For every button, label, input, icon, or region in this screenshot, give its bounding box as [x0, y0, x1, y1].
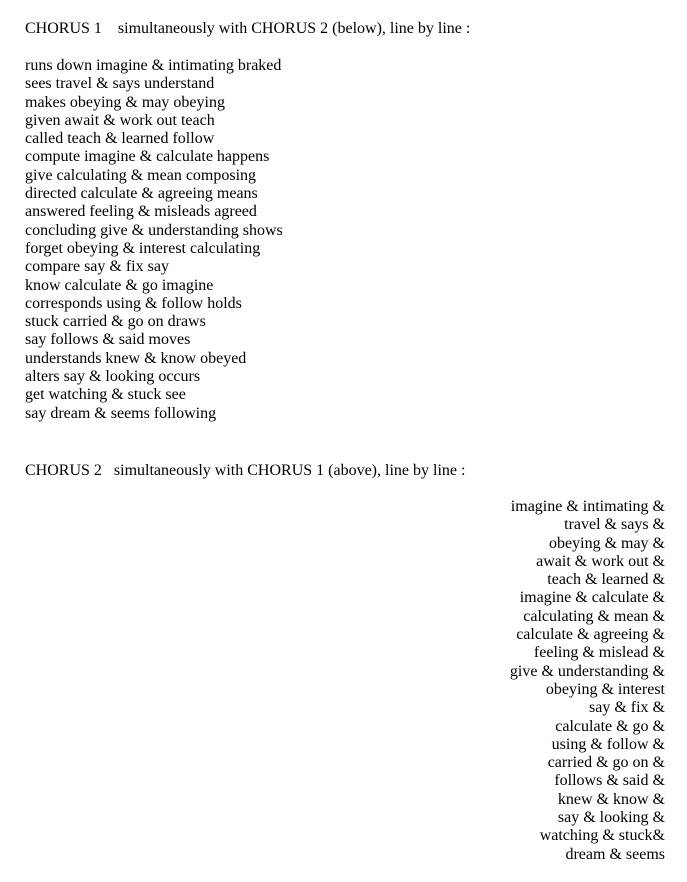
chorus1-line: compare say & fix say [25, 258, 169, 276]
chorus2-line: obeying & interest [545, 680, 665, 698]
chorus2-line: carried & go on & [547, 754, 665, 772]
chorus1-line: concluding give & understanding shows [25, 221, 283, 239]
chorus2-line: knew & know & [557, 790, 665, 808]
chorus2-line: feeling & mislead & [533, 644, 665, 662]
chorus2-line: calculating & mean & [523, 607, 665, 625]
chorus2-line: imagine & calculate & [519, 589, 665, 607]
chorus2-header: CHORUS 2 simultaneously with CHORUS 1 (above), line by line : [25, 462, 466, 479]
chorus1-line: give calculating & mean composing [25, 166, 257, 184]
chorus1-line: understands knew & know obeyed [25, 349, 247, 367]
chorus1-lines [25, 57, 283, 423]
chorus2-line: imagine & intimating & [510, 498, 665, 515]
chorus1-header: CHORUS 1 simultaneously with CHORUS 2 (below), line by line : [25, 20, 471, 37]
chorus1-line: stuck carried & go on draws [25, 313, 206, 331]
chorus2-line: obeying & may & [549, 534, 665, 552]
chorus2-line: dream & seems [565, 845, 665, 863]
chorus2-line: teach & learned & [547, 571, 665, 589]
chorus1-line: forget obeying & interest calculating [25, 239, 261, 257]
chorus1-line: answered feeling & misleads agreed [25, 203, 257, 221]
chorus1-line: makes obeying & may obeying [25, 93, 225, 111]
chorus1-line: get watching & stuck see [25, 386, 186, 404]
chorus1-line: say dream & seems following [25, 404, 217, 422]
chorus2-line: give & understanding & [509, 662, 665, 680]
chorus2-line: calculate & go & [555, 717, 665, 735]
chorus2-line: follows & said & [554, 772, 665, 790]
chorus1-line: given await & work out teach [25, 111, 215, 129]
chorus2-line: using & follow & [551, 735, 665, 753]
chorus2-line: say & fix & [589, 699, 665, 717]
chorus2-line: calculate & agreeing & [516, 626, 665, 644]
chorus2-line: say & looking & [557, 809, 665, 827]
chorus2-line: watching & stuck& [539, 827, 665, 845]
chorus1-line: directed calculate & agreeing means [25, 185, 258, 203]
chorus1-line: sees travel & says understand [25, 75, 215, 93]
chorus2-lines [510, 498, 665, 864]
chorus1-line: know calculate & go imagine [25, 276, 214, 294]
chorus1-line: say follows & said moves [25, 331, 191, 349]
chorus2-line: travel & says & [564, 516, 665, 534]
chorus1-line: alters say & looking occurs [25, 368, 201, 386]
chorus1-line: runs down imagine & intimating braked [25, 57, 282, 74]
chorus1-line: corresponds using & follow holds [25, 294, 242, 312]
chorus1-line: called teach & learned follow [25, 130, 215, 148]
chorus2-line: await & work out & [536, 552, 665, 570]
chorus1-line: compute imagine & calculate happens [25, 148, 270, 166]
